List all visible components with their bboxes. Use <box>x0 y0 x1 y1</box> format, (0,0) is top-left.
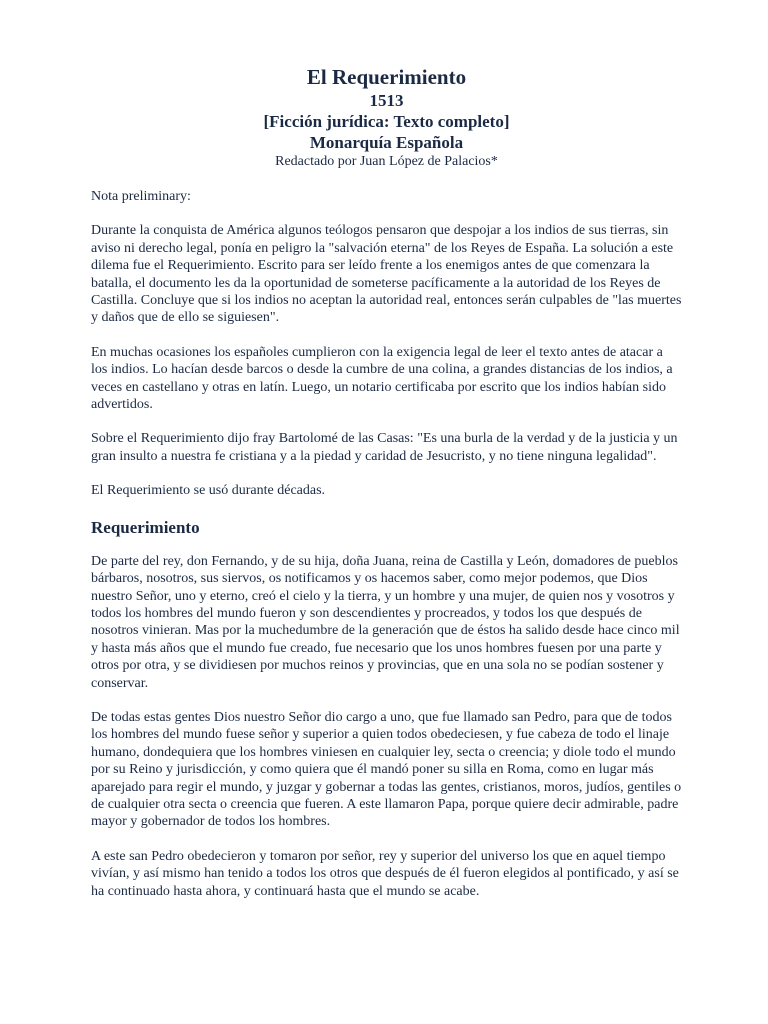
section-heading: Requerimiento <box>91 517 200 537</box>
intro-paragraph-2: En muchas ocasiones los españoles cumplieron con la exigencia legal de leer el texto antes de atacar a los indios. Lo hacían desde barcos o desde la cumbre de una colina, a grandes distancias de los indios, a veces en castellano y otras en latín. Luego, un notario certificaba por escrito que los indios habían sido advertidos. <box>91 344 673 413</box>
document-monarchy: Monarquía Española <box>309 133 464 152</box>
intro-paragraph-3: Sobre el Requerimiento dijo fray Bartolomé de las Casas: "Es una burla de la verdad y de la justicia y un gran insulto a nuestra fe cristiana y a la piedad y caridad de Jesucristo, y no tiene ninguna legalidad". <box>91 431 678 464</box>
document-title: El Requerimiento <box>306 65 467 89</box>
intro-paragraph-1: Durante la conquista de América algunos teólogos pensaron que despojar a los indios de sus tierras, sin aviso ni derecho legal, ponía en peligro la "salvación eterna" de los Reyes de España. La solución a este dilema fue el Requerimiento. Escrito para ser leído frente a los enemigos antes de que comenzara la batalla, el documento les da la oportunidad de someterse pacíficamente a la autoridad de los Reyes de Castilla. Concluye que si los indios no aceptan la autoridad real, entonces serán culpables de "las muertes y daños que de ello se siguiesen". <box>91 223 682 326</box>
section-paragraph-2: De todas estas gentes Dios nuestro Señor dio cargo a uno, que fue llamado san Pedro, para que de todos los hombres del mundo fuese señor y superior a quien todos obedeciesen, y fue cabeza de todo el linaje humano, dondequiera que los hombres viniesen en cualquier ley, secta o creencia; y diole todo el mundo por su Reino y jurisdicción, y como quiera que él mandó poner su silla en Roma, como en lugar más aparejado para regir el mundo, y juzgar y gobernar a todas las gentes, cristianos, moros, judíos, gentiles o de cualquier otra secta o creencia que fueren. A este llamaron Papa, porque quiere decir admirable, padre mayor y gobernador de todos los hombres. <box>91 709 682 830</box>
document-year: 1513 <box>369 91 404 110</box>
document-kind: [Ficción jurídica: Texto completo] <box>263 112 510 131</box>
section-paragraph-3: A este san Pedro obedecieron y tomaron por señor, rey y superior del universo los que en aquel tiempo vivían, y así mismo han tenido a todos los otros que después de él fueron elegidos al pontificado, y así se ha continuado hasta ahora, y continuará hasta que el mundo se acabe. <box>91 848 679 899</box>
document-header <box>91 64 682 171</box>
document-author: Redactado por Juan López de Palacios* <box>275 154 498 169</box>
intro-paragraph-4: El Requerimiento se usó durante décadas. <box>91 483 326 499</box>
section-paragraph-1: De parte del rey, don Fernando, y de su hija, doña Juana, reina de Castilla y León, domadores de pueblos bárbaros, nosotros, sus siervos, os notificamos y os hacemos saber, como mejor podemos, que Dios nuestro Señor, uno y eterno, creó el cielo y la tierra, y un hombre y una mujer, de quien nos y vosotros y todos los hombres del mundo fueron y son descendientes y procreados, y todos los que después de nosotros vinieran. Mas por la muchedumbre de la generación que de éstos ha salido desde hace cinco mil y hasta más años que el mundo fue creado, fue necesario que los unos hombres fuesen por una parte y otros por otra, y se dividiesen por muchos reinos y provincias, que en una sola no se podían sostener y conservar. <box>91 553 680 691</box>
note-label: Nota preliminary: <box>91 189 191 204</box>
